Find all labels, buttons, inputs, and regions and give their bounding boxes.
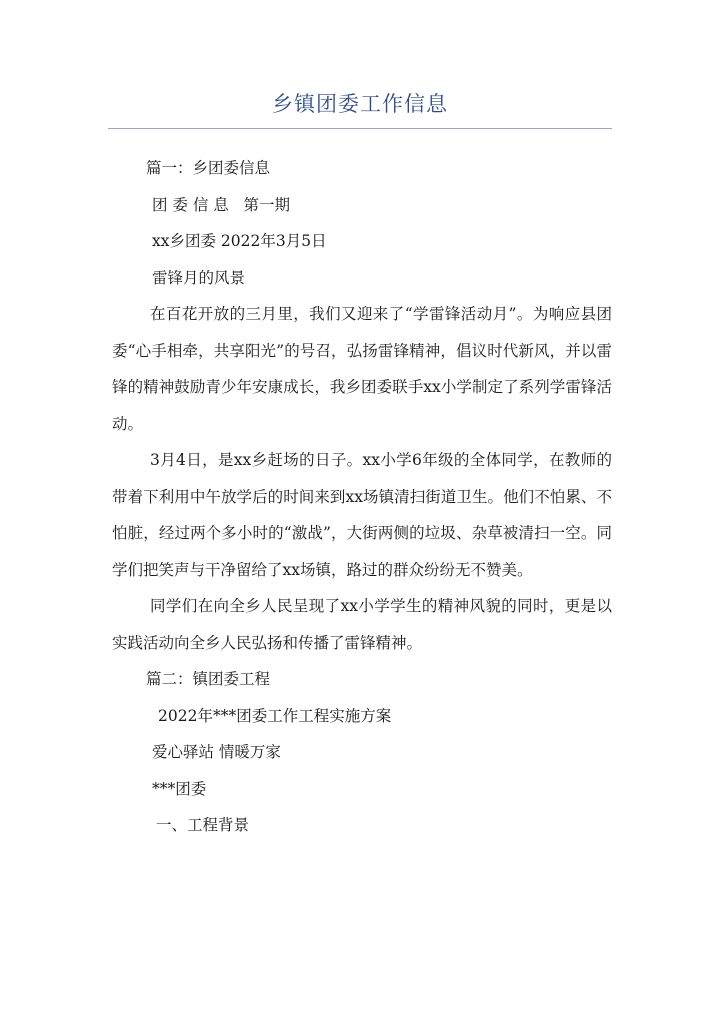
document-body (112, 150, 612, 844)
issue-line: 团 委 信 息 第一期 (152, 195, 291, 214)
title-underline (108, 128, 612, 129)
paragraph-2: 3月4日，是xx乡赶场的日子。xx小学6年级的全体同学，在教师的带着下利用中午放学后的时间来到xx场镇清扫街道卫生。他们不怕累、不怕脏，经过两个多小时的“激战”，大街两侧的垃圾、杂草被清扫一空。同学们把笑声与干净留给了xx场镇，路过的群众纷纷无不赞美。 (112, 451, 612, 579)
document-title: 乡镇团委工作信息 (272, 92, 448, 116)
subsection-heading: 一、工程背景 (156, 816, 250, 834)
date-line: xx乡团委 2022年3月5日 (152, 232, 327, 250)
project-name: 爱心驿站 情暖万家 (152, 743, 281, 761)
project-title: 2022年***团委工作工程实施方案 (158, 706, 392, 725)
section-two-heading: 篇二：镇团委工程 (146, 670, 271, 688)
organization-line: ***团委 (152, 779, 207, 798)
paragraph-1: 在百花开放的三月里，我们又迎来了“学雷锋活动月”。为响应县团委“心手相牵，共享阳光”的号召，弘扬雷锋精神，倡议时代新风，并以雷锋的精神鼓励青少年安康成长，我乡团委联手xx小学制定了系列学雷锋活动。 (112, 305, 612, 433)
paragraph-3: 同学们在向全乡人民呈现了xx小学学生的精神风貌的同时，更是以实践活动向全乡人民弘扬和传播了雷锋精神。 (112, 597, 612, 652)
article-title: 雷锋月的风景 (152, 268, 246, 287)
section-one-heading: 篇一：乡团委信息 (146, 159, 271, 177)
